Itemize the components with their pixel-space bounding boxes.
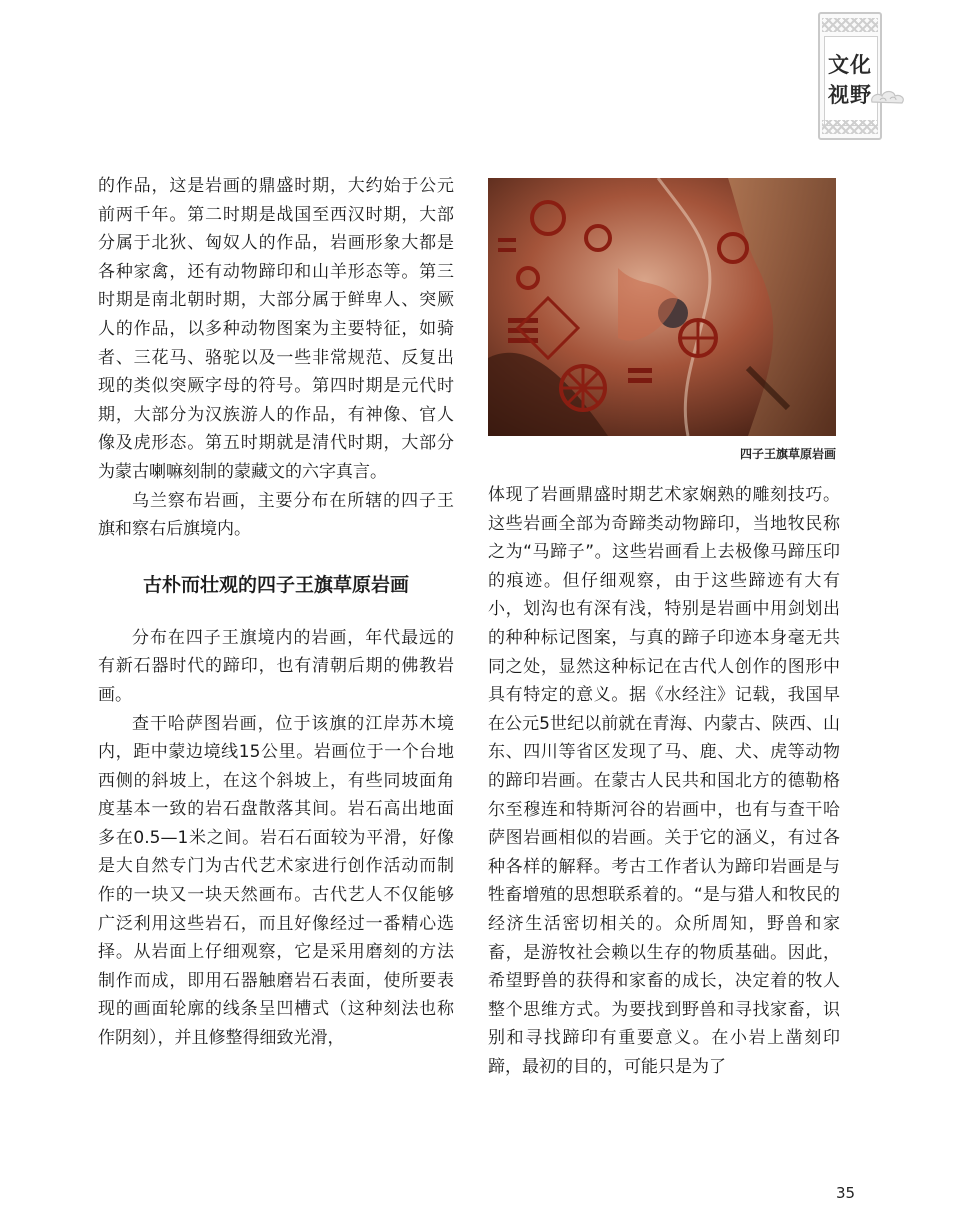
body-paragraph: 的作品，这是岩画的鼎盛时期，大约始于公元前两千年。第二时期是战国至西汉时期，大部分属于北狄、匈奴人的作品，岩画形象大都是各种家禽，还有动物蹄印和山羊形态等。第三时期是南北朝时期，大部分属于鲜卑人、突厥人的作品，以多种动物图案为主要特征，如骑者、三花马、骆驼以及一些非常规范、反复出现的类似突厥字母的符号。第四时期是元代时期，大部分为汉族游人的作品，有神像、官人像及虎形态。第五时期就是清代时期，大部分为蒙古喇嘛刻制的蒙藏文的六字真言。 bbox=[98, 176, 454, 482]
page-number: 35 bbox=[836, 1184, 856, 1202]
right-column bbox=[488, 481, 840, 1081]
body-paragraph: 乌兰察布岩画，主要分布在所辖的四子王旗和察右后旗境内。 bbox=[98, 490, 454, 540]
section-title: 古朴而壮观的四子王旗草原岩画 bbox=[142, 573, 409, 596]
body-paragraph: 分布在四子王旗境内的岩画，年代最远的有新石器时代的蹄印，也有清朝后期的佛教岩画。 bbox=[98, 627, 454, 705]
photo-caption: 四子王旗草原岩画 bbox=[739, 447, 836, 461]
body-paragraph: 查干哈萨图岩画，位于该旗的江岸苏木境内，距中蒙边境线15公里。岩画位于一个台地西侧的斜坡上，在这个斜坡上，有些同坡面角度基本一致的岩石盘散落其间。岩石高出地面多在0.5—1米之间。岩石石面较为平滑，好像是大自然专门为古代艺术家进行创作活动而制作的一块又一块天然画布。古代艺人不仅能够广泛利用这些岩石，而且好像经过一番精心选择。从岩面上仔细观察，它是采用磨刻的方法制作而成，即用石器触磨岩石表面，使所要表现的画面轮廓的线条呈凹槽式（这种刻法也称作阴刻），并且修整得细致光滑， bbox=[98, 713, 454, 1049]
rock-painting-photo bbox=[488, 178, 836, 436]
badge-pattern-bottom bbox=[822, 120, 878, 134]
left-column bbox=[98, 172, 454, 1053]
body-paragraph: 体现了岩画鼎盛时期艺术家娴熟的雕刻技巧。这些岩画全部为奇蹄类动物蹄印，当地牧民称之为“马蹄子”。这些岩画看上去极像马蹄压印的痕迹。但仔细观察，由于这些蹄迹有大有小，划沟也有深有浅，特别是岩画中用剑划出的种种标记图案，与真的蹄子印迹本身毫无共同之处，显然这种标记在古代人创作的图形中具有特定的意义。据《水经注》记载，我国早在公元5世纪以前就在青海、内蒙古、陕西、山东、四川等省区发现了马、鹿、犬、虎等动物的蹄印岩画。在蒙古人民共和国北方的德勒格尔至穆连和特斯河谷的岩画中，也有与查干哈萨图岩画相似的岩画。关于它的涵义，有过各种各样的解释。考古工作者认为蹄印岩画是与牲畜增殖的思想联系着的。“是与猎人和牧民的经济生活密切相关的。众所周知，野兽和家畜，是游牧社会赖以生存的物质基础。因此，希望野兽的获得和家畜的成长，决定着的牧人整个思维方式。为要找到野兽和寻找家畜，识别和寻找蹄印有重要意义。在小岩上凿刻印蹄，最初的目的，可能只是为了 bbox=[488, 485, 840, 1077]
section-badge bbox=[818, 12, 882, 140]
cloud-ornament-icon bbox=[868, 86, 908, 108]
badge-label-line2: 视野 bbox=[828, 83, 872, 107]
badge-label-line1: 文化 bbox=[828, 53, 872, 77]
badge-pattern-top bbox=[822, 18, 878, 32]
